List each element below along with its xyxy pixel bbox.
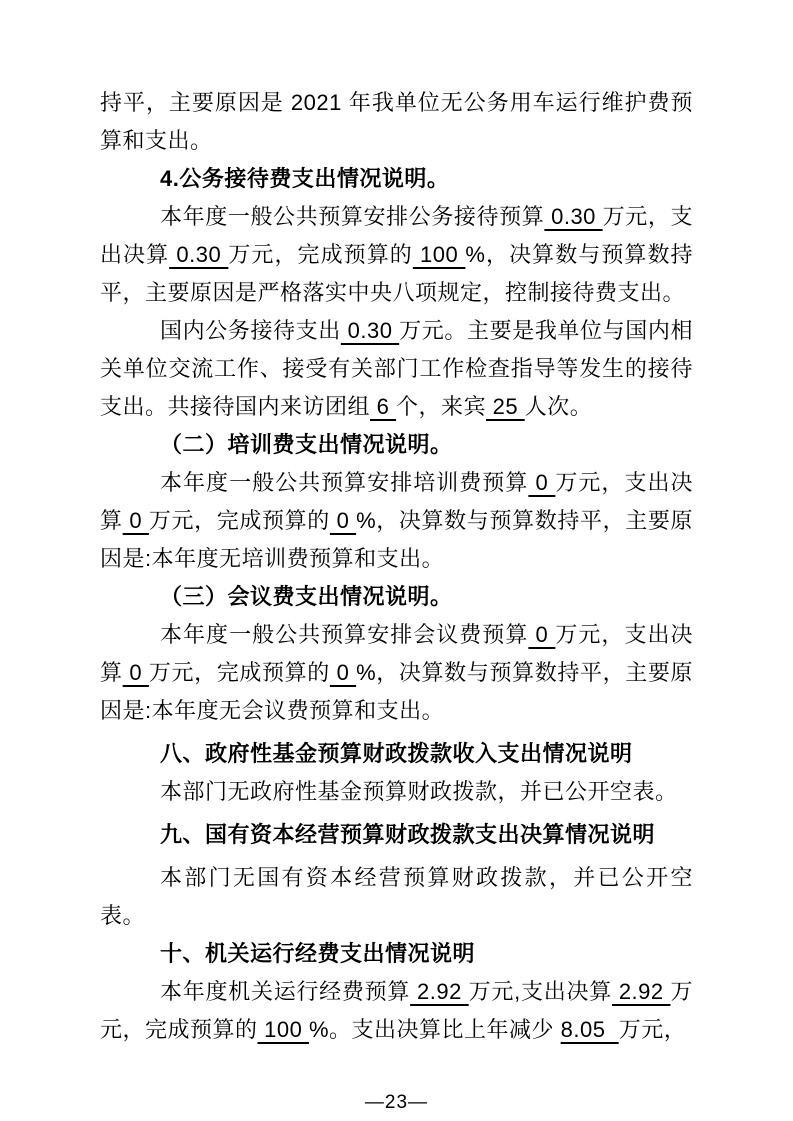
- text-run: %，决算数与预算数持平，主要原因是:本年度无会议费预算和支出。: [100, 660, 693, 723]
- page-number: —23—: [364, 1092, 429, 1113]
- text-run: 个，来宾: [395, 394, 486, 419]
- text-run: 万元，完成预算的: [100, 979, 694, 1042]
- underlined-value: 2.92: [410, 979, 469, 1004]
- paragraph: [100, 464, 693, 578]
- underlined-value: 8.05: [560, 1017, 619, 1042]
- section-heading: [100, 426, 693, 464]
- text-run: 人次。: [524, 394, 593, 419]
- underlined-value: 0: [122, 508, 149, 533]
- text-run: 本部门无国有资本经营预算财政拨款，并已公开空表。: [100, 865, 693, 928]
- underlined-value: 100: [412, 242, 466, 267]
- paragraph: [100, 859, 693, 935]
- text-run: 九、国有资本经营预算财政拨款支出决算情况说明: [160, 822, 656, 847]
- text-run: %。支出决算比上年减少: [308, 1017, 561, 1042]
- text-run: %，决算数与预算数持平，主要原因是:本年度无培训费预算和支出。: [100, 508, 693, 571]
- underlined-value: 6: [370, 394, 396, 419]
- text-run: 国内公务接待支出: [160, 318, 341, 343]
- text-run: 万元，支出决算: [100, 622, 693, 685]
- section-heading: [100, 160, 693, 198]
- underlined-value: 0: [528, 622, 556, 647]
- underlined-value: 0: [528, 470, 556, 495]
- underlined-value: 0: [329, 660, 357, 685]
- text-run: 万元，完成预算的: [148, 660, 330, 685]
- text-run: 持平，主要原因是 2021 年我单位无公务用车运行维护费预算和支出。: [100, 90, 693, 153]
- text-run: 万元。主要是我单位与国内相关单位交流工作、接受有关部门工作检查指导等发生的接待支出。共接待国内来访团组: [100, 318, 693, 419]
- section-heading: [100, 578, 693, 616]
- text-run: 八、政府性基金预算财政拨款收入支出情况说明: [160, 741, 633, 766]
- paragraph: [100, 773, 693, 811]
- text-run: （三）会议费支出情况说明。: [160, 584, 453, 609]
- underlined-value: 100: [257, 1017, 309, 1042]
- text-run: 本年度一般公共预算安排公务接待预算: [160, 204, 545, 229]
- underlined-value: 25: [486, 394, 525, 419]
- underlined-value: 0.30: [340, 318, 400, 343]
- underlined-value: 0.30: [544, 204, 603, 229]
- paragraph: [100, 312, 693, 426]
- text-run: 万元，支出决算: [100, 204, 693, 267]
- section-heading: [100, 816, 693, 854]
- underlined-value: 0.30: [169, 242, 229, 267]
- section-heading: [100, 735, 693, 773]
- text-run: 本年度一般公共预算安排培训费预算: [160, 470, 529, 495]
- text-run: %，决算数与预算数持平，主要原因是严格落实中央八项规定，控制接待费支出。: [100, 242, 694, 305]
- section-heading: [100, 935, 693, 973]
- text-run: 万元，完成预算的: [148, 508, 330, 533]
- text-run: 十、机关运行经费支出情况说明: [160, 941, 476, 966]
- underlined-value: 0: [122, 660, 149, 685]
- paragraph: [100, 973, 693, 1049]
- text-run: 万元，: [618, 1017, 687, 1042]
- paragraph: [100, 84, 693, 160]
- text-run: 本年度机关运行经费预算: [160, 979, 411, 1004]
- underlined-value: 0: [329, 508, 357, 533]
- text-run: 万元，支出决算: [100, 470, 693, 533]
- text-run: 本年度一般公共预算安排会议费预算: [160, 622, 529, 647]
- text-run: 本部门无政府性基金预算财政拨款，并已公开空表。: [160, 779, 678, 804]
- text-run: 万元，完成预算的: [228, 242, 413, 267]
- text-run: （二）培训费支出情况说明。: [160, 432, 453, 457]
- text-run: 万元,支出决算: [468, 979, 612, 1004]
- text-run: 4.公务接待费支出情况说明。: [160, 166, 450, 191]
- document-body: [100, 84, 693, 1049]
- underlined-value: 2.92: [611, 979, 671, 1004]
- paragraph: [100, 616, 693, 730]
- paragraph: [100, 198, 693, 312]
